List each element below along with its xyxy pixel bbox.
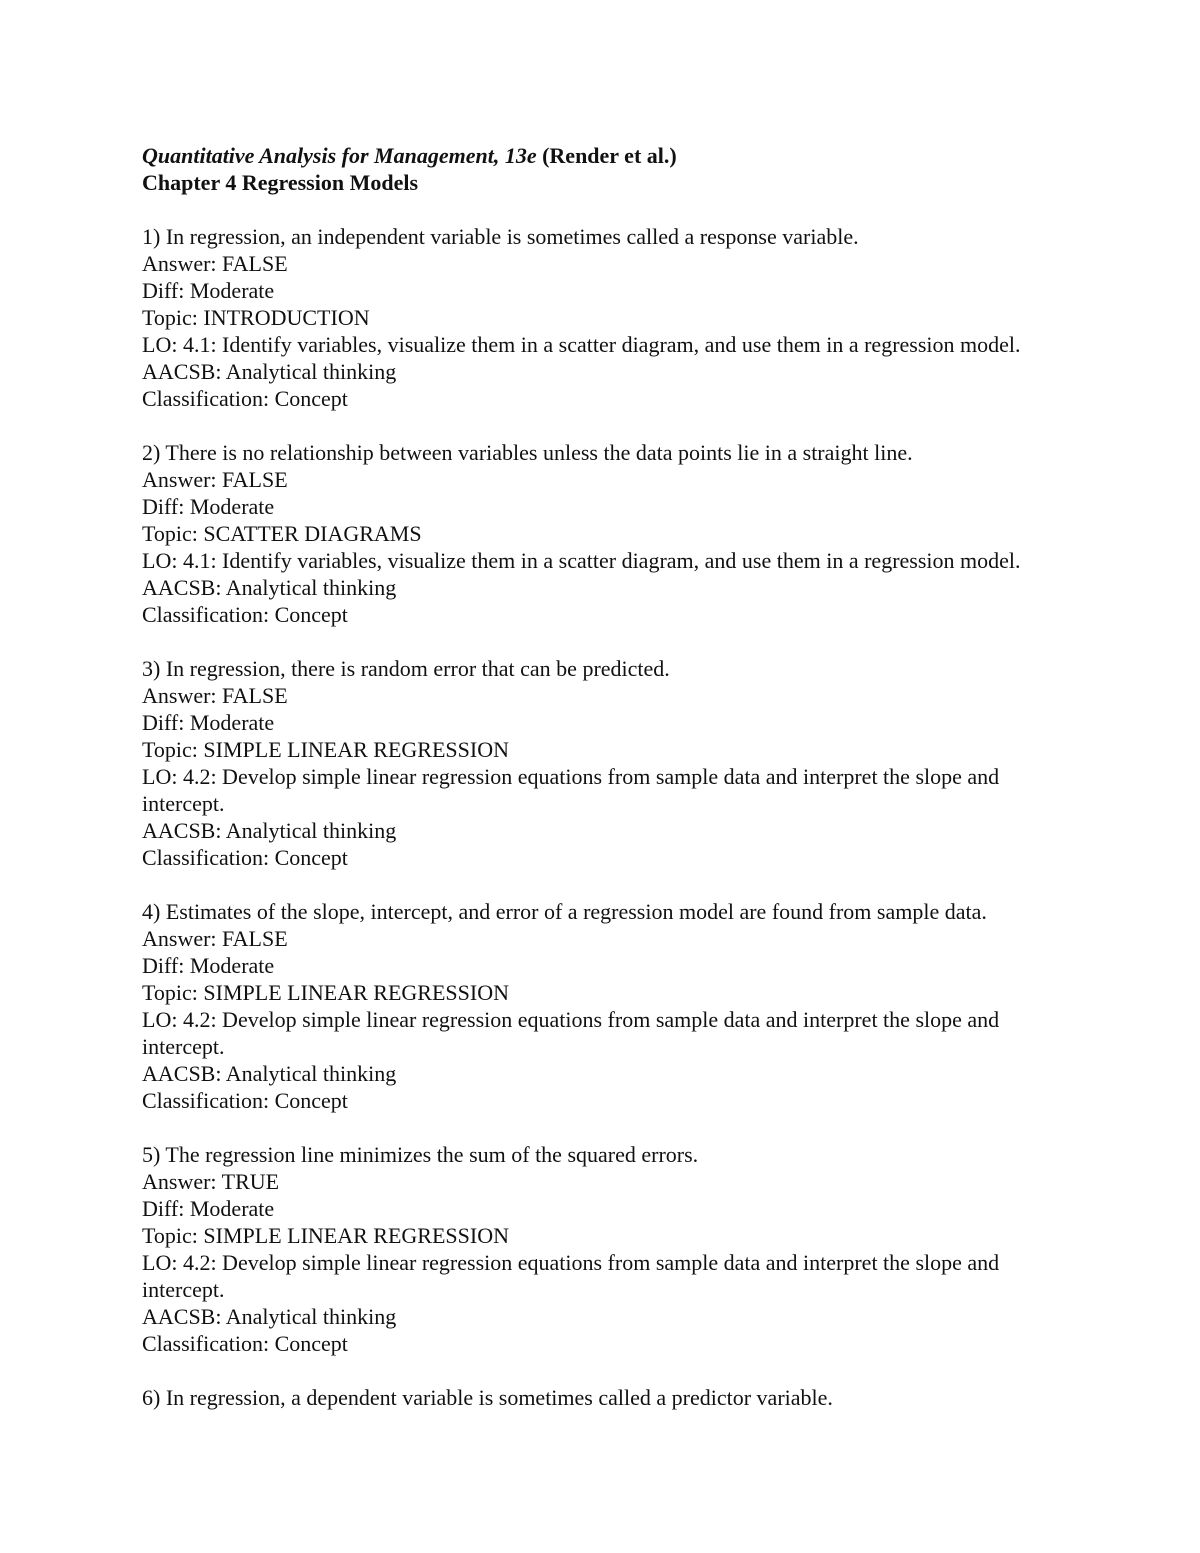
answer-line: Answer: TRUE [142, 1169, 280, 1194]
question-stem: 4) Estimates of the slope, intercept, and error of a regression model are found from sample data. [142, 899, 987, 924]
answer-line: Answer: FALSE [142, 926, 288, 951]
topic-line: Topic: SIMPLE LINEAR REGRESSION [142, 737, 509, 762]
classification-line: Classification: Concept [142, 602, 348, 627]
document-header [142, 142, 1082, 196]
learning-objective-line: LO: 4.2: Develop simple linear regression equations from sample data and interpret the slope and intercept. [142, 1250, 1000, 1302]
topic-line: Topic: INTRODUCTION [142, 305, 370, 330]
difficulty-line: Diff: Moderate [142, 494, 275, 519]
learning-objective-line: LO: 4.1: Identify variables, visualize them in a scatter diagram, and use them in a regression model. [142, 332, 1021, 357]
aacsb-line: AACSB: Analytical thinking [142, 359, 397, 384]
book-title-line [142, 142, 1082, 169]
question-stem: 6) In regression, a dependent variable is sometimes called a predictor variable. [142, 1385, 833, 1410]
chapter-title: Chapter 4 Regression Models [142, 170, 419, 195]
aacsb-line: AACSB: Analytical thinking [142, 818, 397, 843]
answer-line: Answer: FALSE [142, 467, 288, 492]
topic-line: Topic: SIMPLE LINEAR REGRESSION [142, 1223, 509, 1248]
difficulty-line: Diff: Moderate [142, 953, 275, 978]
aacsb-line: AACSB: Analytical thinking [142, 1061, 397, 1086]
learning-objective-line: LO: 4.2: Develop simple linear regression equations from sample data and interpret the slope and intercept. [142, 1007, 1000, 1059]
question-stem: 5) The regression line minimizes the sum of the squared errors. [142, 1142, 699, 1167]
classification-line: Classification: Concept [142, 1331, 348, 1356]
topic-line: Topic: SIMPLE LINEAR REGRESSION [142, 980, 509, 1005]
topic-line: Topic: SCATTER DIAGRAMS [142, 521, 422, 546]
question-stem: 1) In regression, an independent variable is sometimes called a response variable. [142, 224, 859, 249]
classification-line: Classification: Concept [142, 1088, 348, 1113]
question-2 [142, 439, 1082, 628]
aacsb-line: AACSB: Analytical thinking [142, 575, 397, 600]
document-page [142, 142, 1082, 1411]
learning-objective-line: LO: 4.2: Develop simple linear regression equations from sample data and interpret the slope and intercept. [142, 764, 1000, 816]
difficulty-line: Diff: Moderate [142, 278, 275, 303]
question-4 [142, 898, 1082, 1114]
answer-line: Answer: FALSE [142, 251, 288, 276]
book-authors: (Render et al.) [536, 143, 677, 168]
classification-line: Classification: Concept [142, 845, 348, 870]
answer-line: Answer: FALSE [142, 683, 288, 708]
question-5 [142, 1141, 1082, 1357]
difficulty-line: Diff: Moderate [142, 710, 275, 735]
question-6 [142, 1384, 1082, 1411]
aacsb-line: AACSB: Analytical thinking [142, 1304, 397, 1329]
question-3 [142, 655, 1082, 871]
classification-line: Classification: Concept [142, 386, 348, 411]
question-1 [142, 223, 1082, 412]
difficulty-line: Diff: Moderate [142, 1196, 275, 1221]
learning-objective-line: LO: 4.1: Identify variables, visualize them in a scatter diagram, and use them in a regression model. [142, 548, 1021, 573]
book-title: Quantitative Analysis for Management, 13e [142, 143, 537, 168]
question-stem: 3) In regression, there is random error that can be predicted. [142, 656, 670, 681]
question-stem: 2) There is no relationship between variables unless the data points lie in a straight line. [142, 440, 913, 465]
